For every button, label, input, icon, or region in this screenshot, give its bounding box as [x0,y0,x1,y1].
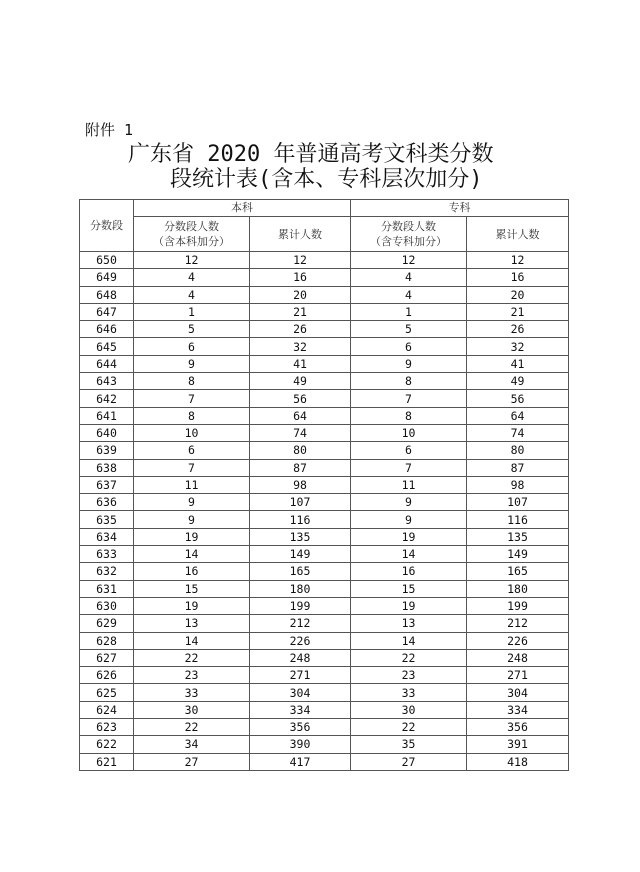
college-cumulative-cell: 12 [467,252,569,269]
college-count-note: （含专科加分） [370,235,447,248]
table-row [80,407,569,424]
college-count-cell: 9 [351,494,467,511]
college-cumulative-cell: 418 [467,753,569,770]
college-group-header: 专科 [351,200,569,217]
undergrad-cumulative-cell: 304 [250,684,351,701]
college-count-cell: 6 [351,338,467,355]
college-count-cell: 9 [351,355,467,372]
college-count-cell: 1 [351,303,467,320]
score-cell: 649 [80,269,134,286]
college-count-cell: 13 [351,615,467,632]
table-row [80,667,569,684]
undergrad-group-header: 本科 [134,200,351,217]
college-count-cell: 16 [351,563,467,580]
undergrad-count-cell: 19 [134,528,250,545]
college-count-cell: 35 [351,736,467,753]
score-cell: 635 [80,511,134,528]
undergrad-cumulative-cell: 107 [250,494,351,511]
college-count-cell: 4 [351,286,467,303]
college-cumulative-cell: 116 [467,511,569,528]
undergrad-count-cell: 19 [134,597,250,614]
table-row [80,390,569,407]
undergrad-count-cell: 5 [134,321,250,338]
college-cumulative-cell: 212 [467,615,569,632]
score-cell: 639 [80,442,134,459]
undergrad-count-header [134,217,250,252]
score-cell: 633 [80,546,134,563]
college-cumulative-cell: 391 [467,736,569,753]
table-row [80,580,569,597]
table-row [80,511,569,528]
college-count-cell: 14 [351,632,467,649]
table-row [80,476,569,493]
undergrad-cumulative-cell: 74 [250,424,351,441]
page-title-line-1: 广东省 2020 年普通高考文科类分数 [128,142,494,167]
score-cell: 627 [80,649,134,666]
table-row [80,373,569,390]
undergrad-cumulative-cell: 334 [250,701,351,718]
college-count-cell: 33 [351,684,467,701]
score-cell: 623 [80,719,134,736]
college-count-cell: 7 [351,390,467,407]
score-cell: 644 [80,355,134,372]
table-row [80,684,569,701]
college-count-cell: 19 [351,528,467,545]
undergrad-cumulative-cell: 98 [250,476,351,493]
table-row [80,719,569,736]
score-cell: 626 [80,667,134,684]
table-row [80,269,569,286]
college-cumulative-cell: 32 [467,338,569,355]
undergrad-cumulative-cell: 87 [250,459,351,476]
table-row [80,355,569,372]
undergrad-cumulative-cell: 49 [250,373,351,390]
undergrad-count-cell: 7 [134,459,250,476]
score-cell: 625 [80,684,134,701]
undergrad-count-cell: 4 [134,269,250,286]
table-row [80,338,569,355]
table-row [80,494,569,511]
score-cell: 632 [80,563,134,580]
college-cumulative-cell: 334 [467,701,569,718]
undergrad-cumulative-cell: 32 [250,338,351,355]
undergrad-count-cell: 4 [134,286,250,303]
college-count-cell: 7 [351,459,467,476]
score-cell: 624 [80,701,134,718]
undergrad-count-cell: 22 [134,719,250,736]
undergrad-cumulative-cell: 12 [250,252,351,269]
college-count-cell: 12 [351,252,467,269]
undergrad-cumulative-cell: 64 [250,407,351,424]
undergrad-cumulative-cell: 149 [250,546,351,563]
score-cell: 642 [80,390,134,407]
table-row [80,442,569,459]
undergrad-cumulative-cell: 226 [250,632,351,649]
score-cell: 629 [80,615,134,632]
college-cumulative-cell: 248 [467,649,569,666]
table-row [80,736,569,753]
score-cell: 634 [80,528,134,545]
college-count-cell: 23 [351,667,467,684]
undergrad-cumulative-cell: 356 [250,719,351,736]
undergrad-count-cell: 13 [134,615,250,632]
table-row [80,563,569,580]
undergrad-count-cell: 9 [134,355,250,372]
undergrad-count-cell: 7 [134,390,250,407]
college-count-cell: 4 [351,269,467,286]
table-row [80,649,569,666]
undergrad-count-cell: 11 [134,476,250,493]
college-cumulative-cell: 304 [467,684,569,701]
table-row [80,701,569,718]
college-cumulative-cell: 80 [467,442,569,459]
college-cumulative-cell: 56 [467,390,569,407]
undergrad-count-cell: 27 [134,753,250,770]
college-count-cell: 8 [351,407,467,424]
table-row [80,615,569,632]
undergrad-cumulative-cell: 116 [250,511,351,528]
score-cell: 628 [80,632,134,649]
college-cumulative-header: 累计人数 [467,217,569,252]
college-count-header [351,217,467,252]
undergrad-cumulative-cell: 26 [250,321,351,338]
undergrad-count-cell: 33 [134,684,250,701]
undergrad-cumulative-cell: 20 [250,286,351,303]
score-cell: 640 [80,424,134,441]
college-cumulative-cell: 21 [467,303,569,320]
college-cumulative-cell: 135 [467,528,569,545]
undergrad-cumulative-cell: 165 [250,563,351,580]
table-row [80,321,569,338]
table-row [80,597,569,614]
college-count-cell: 6 [351,442,467,459]
undergrad-count-cell: 30 [134,701,250,718]
college-count-cell: 8 [351,373,467,390]
college-count-label: 分数段人数 [381,220,436,233]
college-count-cell: 15 [351,580,467,597]
college-count-cell: 30 [351,701,467,718]
score-cell: 646 [80,321,134,338]
undergrad-count-cell: 9 [134,511,250,528]
undergrad-cumulative-cell: 199 [250,597,351,614]
college-cumulative-cell: 49 [467,373,569,390]
undergrad-cumulative-cell: 135 [250,528,351,545]
college-cumulative-cell: 180 [467,580,569,597]
table-row [80,286,569,303]
undergrad-cumulative-cell: 390 [250,736,351,753]
undergrad-count-cell: 34 [134,736,250,753]
college-cumulative-cell: 87 [467,459,569,476]
score-cell: 641 [80,407,134,424]
undergrad-count-cell: 23 [134,667,250,684]
undergrad-cumulative-cell: 417 [250,753,351,770]
college-cumulative-cell: 20 [467,286,569,303]
college-cumulative-cell: 107 [467,494,569,511]
attachment-label: 附件 1 [85,121,134,139]
college-count-cell: 19 [351,597,467,614]
undergrad-count-cell: 14 [134,546,250,563]
table-row [80,546,569,563]
college-cumulative-cell: 199 [467,597,569,614]
undergrad-count-cell: 10 [134,424,250,441]
undergrad-cumulative-cell: 41 [250,355,351,372]
score-cell: 636 [80,494,134,511]
college-cumulative-cell: 16 [467,269,569,286]
undergrad-cumulative-cell: 248 [250,649,351,666]
college-cumulative-cell: 74 [467,424,569,441]
college-count-cell: 10 [351,424,467,441]
score-cell: 647 [80,303,134,320]
table-row [80,528,569,545]
undergrad-cumulative-cell: 80 [250,442,351,459]
table-row [80,632,569,649]
score-cell: 643 [80,373,134,390]
undergrad-count-note: （含本科加分） [153,235,230,248]
score-distribution-table [79,199,569,771]
score-cell: 638 [80,459,134,476]
undergrad-count-cell: 8 [134,373,250,390]
table-body [80,252,569,771]
undergrad-count-cell: 12 [134,252,250,269]
college-count-cell: 11 [351,476,467,493]
college-count-cell: 27 [351,753,467,770]
score-cell: 648 [80,286,134,303]
undergrad-cumulative-cell: 16 [250,269,351,286]
score-column-header: 分数段 [80,200,134,252]
undergrad-cumulative-cell: 180 [250,580,351,597]
score-cell: 622 [80,736,134,753]
college-count-cell: 5 [351,321,467,338]
undergrad-count-cell: 15 [134,580,250,597]
undergrad-cumulative-cell: 271 [250,667,351,684]
table-row [80,252,569,269]
score-cell: 631 [80,580,134,597]
undergrad-cumulative-cell: 212 [250,615,351,632]
score-cell: 645 [80,338,134,355]
college-cumulative-cell: 165 [467,563,569,580]
undergrad-count-cell: 14 [134,632,250,649]
score-cell: 630 [80,597,134,614]
college-count-cell: 22 [351,649,467,666]
undergrad-count-cell: 8 [134,407,250,424]
college-cumulative-cell: 356 [467,719,569,736]
undergrad-cumulative-cell: 56 [250,390,351,407]
undergrad-count-cell: 6 [134,442,250,459]
table-header [80,200,569,252]
college-count-cell: 22 [351,719,467,736]
table-row [80,424,569,441]
table-row [80,303,569,320]
college-cumulative-cell: 64 [467,407,569,424]
college-cumulative-cell: 41 [467,355,569,372]
college-count-cell: 14 [351,546,467,563]
undergrad-cumulative-cell: 21 [250,303,351,320]
table-row [80,753,569,770]
college-count-cell: 9 [351,511,467,528]
college-cumulative-cell: 26 [467,321,569,338]
college-cumulative-cell: 226 [467,632,569,649]
undergrad-count-label: 分数段人数 [164,220,219,233]
undergrad-count-cell: 22 [134,649,250,666]
page-title-line-2: 段统计表(含本、专科层次加分) [170,167,483,192]
score-cell: 637 [80,476,134,493]
college-cumulative-cell: 271 [467,667,569,684]
score-cell: 621 [80,753,134,770]
table-row [80,459,569,476]
undergrad-count-cell: 6 [134,338,250,355]
score-cell: 650 [80,252,134,269]
undergrad-count-cell: 16 [134,563,250,580]
undergrad-count-cell: 1 [134,303,250,320]
college-cumulative-cell: 98 [467,476,569,493]
college-cumulative-cell: 149 [467,546,569,563]
undergrad-cumulative-header: 累计人数 [250,217,351,252]
undergrad-count-cell: 9 [134,494,250,511]
